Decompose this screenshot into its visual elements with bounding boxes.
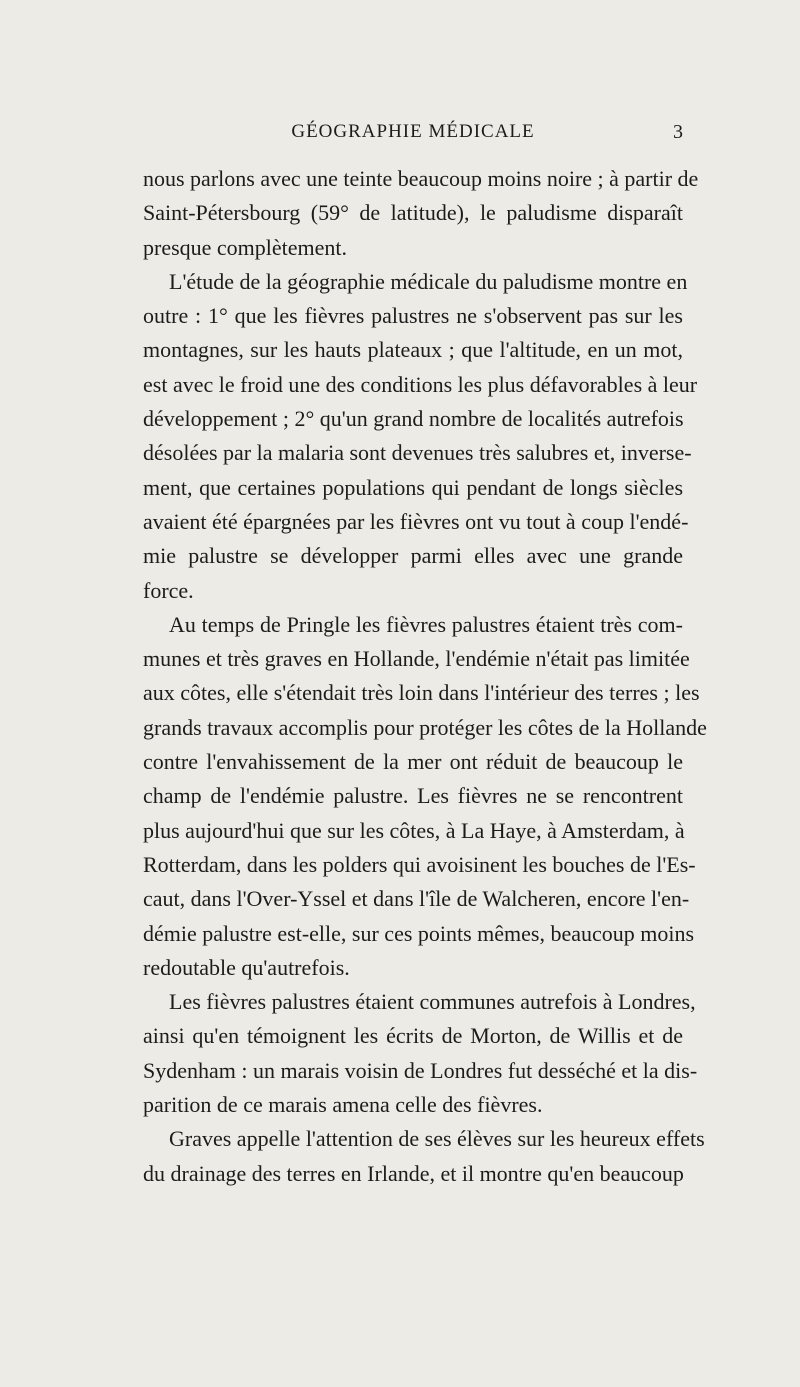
text-line: contre l'envahissement de la mer ont réduit de beaucoup le [143,749,683,775]
body-text [143,162,707,1191]
text-line: du drainage des terres en Irlande, et il montre qu'en beaucoup [143,1160,684,1186]
text-line: champ de l'endémie palustre. Les fièvres ne se rencontrent [143,783,683,809]
text-line: désolées par la malaria sont devenues très salubres et, inverse- [143,440,692,466]
text-line: Sydenham : un marais voisin de Londres fut desséché et la dis- [143,1057,698,1083]
text-line: est avec le froid une des conditions les plus défavorables à leur [143,371,698,397]
text-line: presque complètement. [143,234,348,260]
text-line: avaient été épargnées par les fièvres ont vu tout à coup l'endé- [143,508,689,534]
text-line: outre : 1° que les fièvres palustres ne s'observent pas sur les [143,303,683,329]
text-line: L'étude de la géographie médicale du paludisme montre en [169,268,688,294]
text-line: nous parlons avec une teinte beaucoup moins noire ; à partir de [143,166,699,191]
text-line: Saint-Pétersbourg (59° de latitude), le paludisme disparaît [143,200,683,226]
text-line: démie palustre est-elle, sur ces points mêmes, beaucoup moins [143,920,695,946]
text-line: ainsi qu'en témoignent les écrits de Morton, de Willis et de [143,1023,683,1049]
page-number: 3 [673,121,683,143]
text-line: développement ; 2° qu'un grand nombre de localités autrefois [143,406,684,432]
text-line: ment, que certaines populations qui pendant de longs siècles [143,474,683,500]
running-title: GÉOGRAPHIE MÉDICALE [291,121,535,142]
text-line: munes et très graves en Hollande, l'endémie n'était pas limitée [143,646,690,672]
text-line: mie palustre se développer parmi elles avec une grande [143,543,683,569]
text-line: Rotterdam, dans les polders qui avoisinent les bouches de l'Es- [143,851,696,877]
text-line: Les fièvres palustres étaient communes autrefois à Londres, [169,989,696,1015]
text-line: aux côtes, elle s'étendait très loin dans l'intérieur des terres ; les [143,680,700,706]
page-header [143,121,683,147]
text-line: redoutable qu'autrefois. [143,954,350,980]
text-line: grands travaux accomplis pour protéger les côtes de la Hollande [143,714,707,740]
text-line: parition de ce marais amena celle des fièvres. [143,1092,543,1118]
text-line: Graves appelle l'attention de ses élèves sur les heureux effets [169,1126,705,1152]
text-line: plus aujourd'hui que sur les côtes, à La Haye, à Amsterdam, à [143,817,685,843]
text-line: force. [143,577,194,603]
text-line: Au temps de Pringle les fièvres palustres étaient très com- [169,611,683,637]
text-line: caut, dans l'Over-Yssel et dans l'île de Walcheren, encore l'en- [143,886,690,912]
text-line: montagnes, sur les hauts plateaux ; que l'altitude, en un mot, [143,337,683,363]
